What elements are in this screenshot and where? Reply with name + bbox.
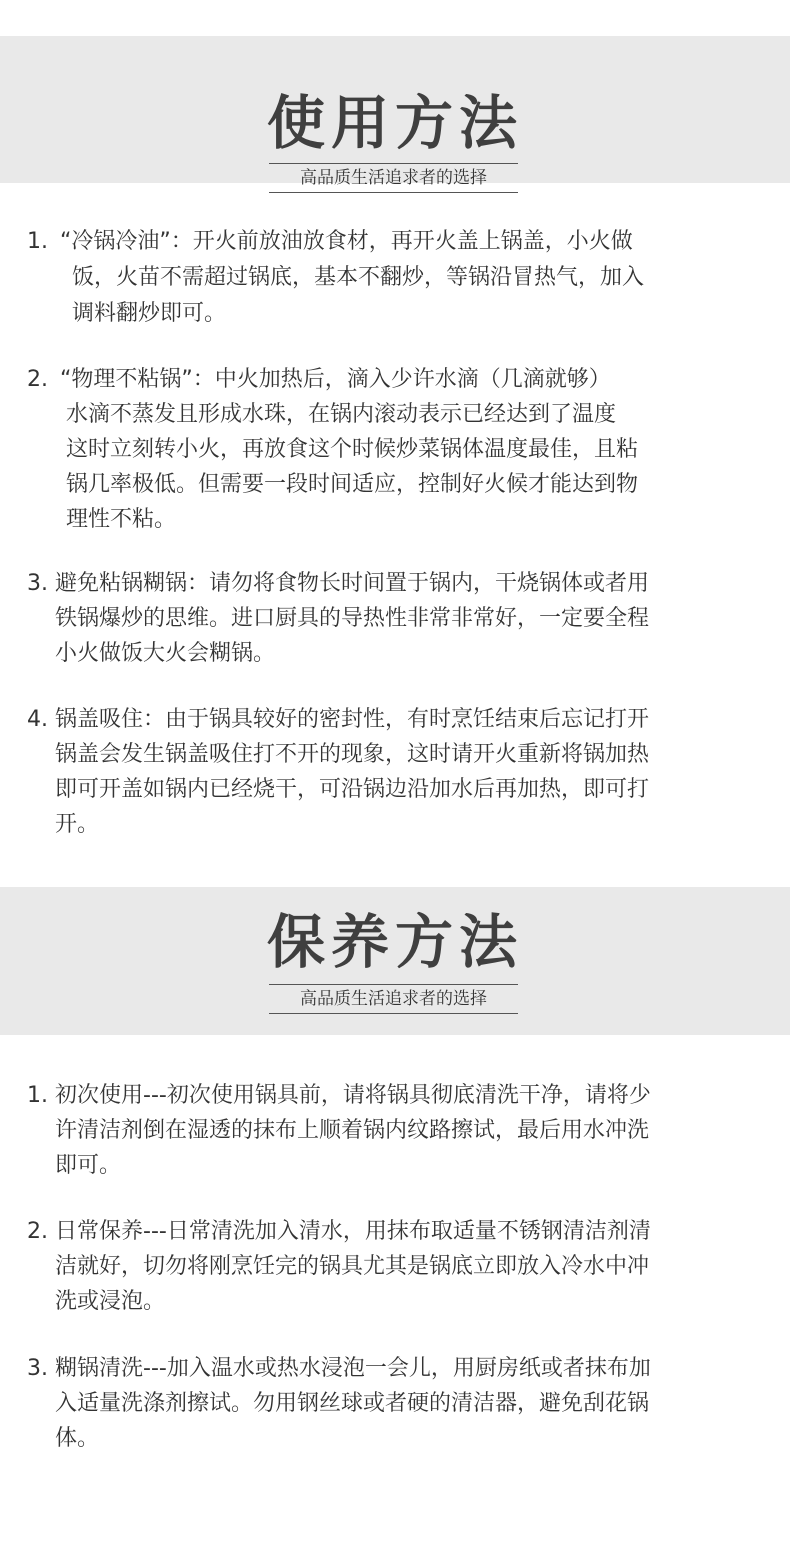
item-line: 体。 [55, 1426, 100, 1451]
item-line: 许清洁剂倒在湿透的抹布上顺着锅内纹路擦试，最后用水冲洗 [55, 1118, 650, 1143]
item-line: 锅盖会发生锅盖吸住打不开的现象，这时请开火重新将锅加热 [55, 742, 650, 767]
item-line: 洗或浸泡。 [55, 1289, 166, 1314]
item-line: 避免粘锅糊锅：请勿将食物长时间置于锅内，干烧锅体或者用 [55, 571, 650, 596]
item-number: 3. [27, 1356, 48, 1381]
care-section-header [0, 887, 790, 1035]
item-number: 2. [27, 1219, 48, 1244]
item-line: 日常保养---日常清洗加入清水，用抹布取适量不锈钢清洁剂清 [55, 1219, 651, 1244]
item-line: “物理不粘锅”：中火加热后，滴入少许水滴（几滴就够） [60, 367, 611, 392]
item-line: 锅盖吸住：由于锅具较好的密封性，有时烹饪结束后忘记打开 [55, 707, 650, 732]
item-line: 即可开盖如锅内已经烧干，可沿锅边沿加水后再加热，即可打 [55, 777, 650, 802]
care-section-subtitle: 高品质生活追求者的选择 [269, 984, 518, 1014]
usage-section-title: 使用方法 [266, 89, 523, 157]
item-number: 1. [27, 1083, 48, 1108]
usage-section-subtitle: 高品质生活追求者的选择 [269, 163, 518, 193]
item-line: 开。 [55, 812, 100, 837]
item-line: 糊锅清洗---加入温水或热水浸泡一会儿，用厨房纸或者抹布加 [55, 1356, 651, 1381]
item-line: 这时立刻转小火，再放食这个时候炒菜锅体温度最佳，且粘 [66, 437, 639, 462]
item-line: 水滴不蒸发且形成水珠，在锅内滚动表示已经达到了温度 [66, 402, 617, 427]
item-line: “冷锅冷油”：开火前放油放食材，再开火盖上锅盖，小火做 [60, 229, 633, 254]
item-line: 初次使用---初次使用锅具前，请将锅具彻底清洗干净，请将少 [55, 1083, 651, 1108]
item-line: 饭，火苗不需超过锅底，基本不翻炒，等锅沿冒热气，加入 [72, 265, 645, 290]
item-line: 锅几率极低。但需要一段时间适应，控制好火候才能达到物 [66, 472, 639, 497]
item-number: 1. [27, 229, 48, 254]
item-line: 小火做饭大火会糊锅。 [55, 641, 276, 666]
care-section-title: 保养方法 [266, 908, 523, 976]
item-line: 入适量洗涤剂擦试。勿用钢丝球或者硬的清洁器，避免刮花锅 [55, 1391, 650, 1416]
item-line: 铁锅爆炒的思维。进口厨具的导热性非常非常好，一定要全程 [55, 606, 650, 631]
item-line: 调料翻炒即可。 [72, 301, 227, 326]
item-number: 4. [27, 707, 48, 732]
item-number: 2. [27, 367, 48, 392]
item-line: 即可。 [55, 1153, 122, 1178]
item-number: 3. [27, 571, 48, 596]
item-line: 洁就好，切勿将刚烹饪完的锅具尤其是锅底立即放入冷水中冲 [55, 1254, 650, 1279]
usage-section-header [0, 36, 790, 188]
item-line: 理性不粘。 [66, 507, 177, 532]
